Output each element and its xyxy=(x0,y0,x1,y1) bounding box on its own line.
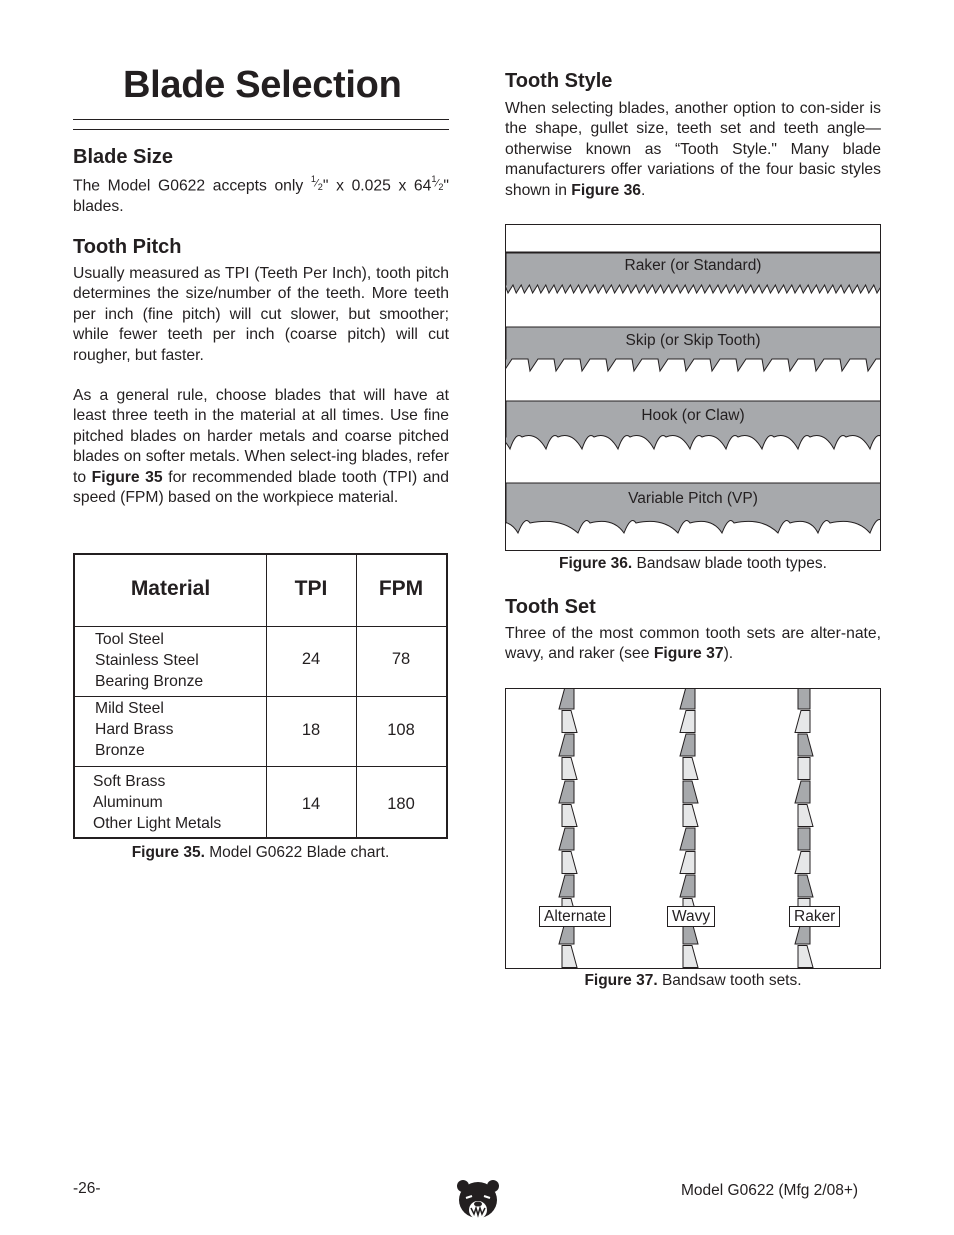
row-2-materials: Mild Steel Hard Brass Bronze xyxy=(95,700,174,759)
header-tpi: TPI xyxy=(294,577,328,600)
row-2-fpm: 108 xyxy=(387,721,415,739)
raker-set-tooth xyxy=(798,875,813,897)
wavy-set-tooth xyxy=(680,689,695,709)
blade-chart-table xyxy=(73,553,448,839)
figure-35-ref: Figure 35 xyxy=(91,468,163,486)
wavy-set-tooth xyxy=(680,828,695,850)
row-2-tpi: 18 xyxy=(301,721,321,739)
row-1-tpi: 24 xyxy=(301,650,321,668)
tooth-pitch-heading: Tooth Pitch xyxy=(73,236,182,258)
band-label-hook: Hook (or Claw) xyxy=(641,407,745,424)
tooth-set-illustration xyxy=(506,689,881,969)
tooth-set-text: Three of the most common tooth sets are alter-nate, wavy, and raker (see Figure 37). xyxy=(505,625,881,663)
alternate-set-tooth xyxy=(562,711,577,733)
raker-set-tooth xyxy=(798,758,810,780)
row-3-tpi: 14 xyxy=(301,795,321,813)
header-fpm: FPM xyxy=(378,577,424,600)
wavy-set-tooth xyxy=(683,781,698,803)
figure-36-ref: Figure 36 xyxy=(571,181,642,199)
title-rule-top xyxy=(73,119,449,120)
wavy-set-tooth xyxy=(680,734,695,756)
figure-37-caption: Figure 37. Bandsaw tooth sets. xyxy=(584,972,802,989)
alternate-set-tooth xyxy=(562,758,577,780)
alternate-set-tooth xyxy=(559,828,574,850)
row-1-fpm: 78 xyxy=(391,650,411,668)
raker-set-tooth xyxy=(798,734,813,756)
row-3-materials: Soft Brass Aluminum Other Light Metals xyxy=(93,773,222,832)
alternate-set-tooth xyxy=(559,781,574,803)
set-label-alternate: Alternate xyxy=(539,906,611,927)
figure-37-ref: Figure 37 xyxy=(653,645,724,663)
tooth-pitch-para-2: As a general rule, choose blades that will have at least three teeth in the material at all times. Use fine pitched blades on harder metals and coarse pitched blades on softer metals. When select-ing blades, refer to Figure 35 for recommended blade tooth (TPI) and speed (FPM) based on the workpiece material. xyxy=(73,387,449,507)
figure-36-caption: Figure 36. Bandsaw blade tooth types. xyxy=(559,555,827,572)
blade-size-text: The Model G0622 accepts only $^1⁄_2$" x 0.025 x $64^1⁄_2$" blades. xyxy=(73,169,449,218)
title-rule-bottom xyxy=(73,129,449,130)
wavy-set-tooth xyxy=(683,805,698,827)
wavy-set-tooth xyxy=(683,758,698,780)
row-1-materials: Tool Steel Stainless Steel Bearing Bronze xyxy=(95,631,204,690)
raker-set-tooth xyxy=(798,946,813,968)
alternate-set-tooth xyxy=(559,875,574,897)
page-title: Blade Selection xyxy=(123,64,402,106)
footer-model: Model G0622 (Mfg 2/08+) xyxy=(681,1182,859,1199)
wavy-set-tooth xyxy=(680,711,695,733)
tooth-pitch-para-1: Usually measured as TPI (Teeth Per Inch), tooth pitch determines the size/number of the teeth. More teeth per inch (fine pitch) will cut slower, but smoother; while fewer teeth per inch (coarse pitch) will cut rougher, but faster. xyxy=(73,265,449,364)
alternate-set-tooth xyxy=(562,852,577,874)
tooth-set-heading: Tooth Set xyxy=(505,596,596,618)
band-label-variable-pitch: Variable Pitch (VP) xyxy=(628,490,758,507)
raker-set-tooth xyxy=(798,828,810,850)
raker-set-tooth xyxy=(798,689,810,709)
raker-set-tooth xyxy=(795,852,810,874)
row-3-fpm: 180 xyxy=(387,795,415,813)
figure-35-caption: Figure 35. Model G0622 Blade chart. xyxy=(131,844,390,861)
bear-logo-icon xyxy=(456,1178,500,1224)
fraction-half: $^1⁄_2$ xyxy=(431,174,444,192)
figure-36-blade-tooth-types xyxy=(505,224,881,551)
wavy-set-tooth xyxy=(683,946,698,968)
band-label-raker: Raker (or Standard) xyxy=(624,257,762,274)
header-material: Material xyxy=(130,577,211,600)
raker-set-tooth xyxy=(795,781,810,803)
raker-set-tooth xyxy=(795,711,810,733)
alternate-set-tooth xyxy=(559,734,574,756)
band-label-skip: Skip (or Skip Tooth) xyxy=(625,332,761,349)
alternate-set-tooth xyxy=(562,946,577,968)
figure-37-tooth-sets xyxy=(505,688,881,969)
alternate-set-tooth xyxy=(559,689,574,709)
wavy-set-tooth xyxy=(680,852,695,874)
blade-size-heading: Blade Size xyxy=(73,146,174,168)
fraction-half: $^1⁄_2$ xyxy=(310,174,323,192)
set-label-raker: Raker xyxy=(789,906,840,927)
page-number: -26- xyxy=(73,1180,101,1197)
tooth-style-heading: Tooth Style xyxy=(505,70,613,92)
set-label-wavy: Wavy xyxy=(667,906,715,927)
wavy-set-tooth xyxy=(680,875,695,897)
alternate-set-tooth xyxy=(562,805,577,827)
tooth-style-text: When selecting blades, another option to con-sider is the shape, gullet size, teeth set and teeth angle—otherwise known as “Tooth Style." Many blade manufacturers offer variations of the four basic styles shown in Figure 36. xyxy=(505,100,881,199)
raker-set-tooth xyxy=(798,805,813,827)
